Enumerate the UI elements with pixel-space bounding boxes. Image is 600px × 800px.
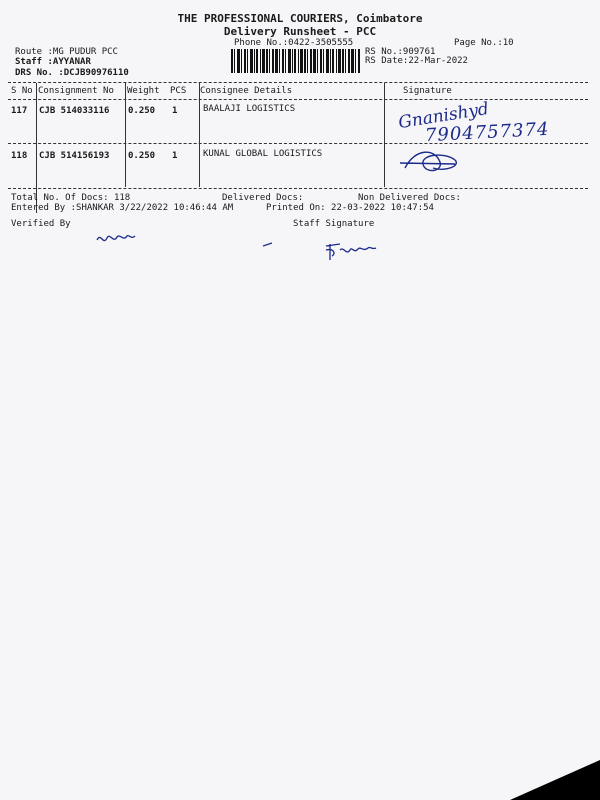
phone-number: Phone No.:0422-3505555 — [234, 38, 354, 48]
header-weight: Weight — [127, 86, 160, 96]
rs-date: RS Date:22-Mar-2022 — [365, 56, 468, 66]
row-consignee: BAALAJI LOGISTICS — [203, 104, 296, 114]
header-consignment: Consignment No — [38, 86, 114, 96]
staff-signature-label: Staff Signature — [293, 219, 375, 229]
header-signature: Signature — [403, 86, 452, 96]
row-weight: 0.250 — [128, 151, 156, 161]
company-title: THE PROFESSIONAL COURIERS, Coimbatore — [177, 12, 423, 25]
row-consignment: CJB 514156193 — [39, 151, 110, 161]
handwritten-phone: 7904757374 — [424, 118, 550, 147]
column-divider — [199, 83, 200, 187]
header-sno: S No — [11, 86, 33, 96]
header-pcs: PCS — [170, 86, 187, 96]
row-weight: 0.250 — [128, 106, 156, 116]
row-pcs: 1 — [172, 106, 178, 116]
staff-signature — [322, 240, 382, 264]
recipient-signature-2 — [395, 148, 465, 178]
header-consignee: Consignee Details — [200, 86, 293, 96]
column-divider — [384, 83, 385, 187]
row-separator-rule — [8, 143, 588, 144]
pen-mark — [262, 240, 274, 248]
route-label: Route :MG PUDUR PCC — [15, 47, 118, 57]
handwritten-name: Gnanishyd — [396, 98, 491, 134]
verified-by-label: Verified By — [11, 219, 71, 229]
row-sno: 117 — [11, 106, 28, 116]
table-bottom-rule — [8, 188, 588, 189]
row-sno: 118 — [11, 151, 28, 161]
table-header-rule — [8, 99, 588, 100]
page-number: Page No.:10 — [454, 38, 514, 48]
column-divider — [125, 83, 126, 187]
verifier-signature — [95, 228, 145, 250]
row-consignment: CJB 514033116 — [39, 106, 110, 116]
drs-number: DRS No. :DCJB90976110 — [15, 68, 129, 78]
total-docs: Total No. Of Docs: 118 — [11, 193, 131, 203]
row-pcs: 1 — [172, 151, 178, 161]
staff-label: Staff :AYYANAR — [15, 57, 91, 67]
rs-number: RS No.:909761 — [365, 47, 436, 57]
non-delivered-docs: Non Delivered Docs: — [358, 193, 461, 203]
row-consignee: KUNAL GLOBAL LOGISTICS — [203, 149, 323, 159]
entered-by: Entered By :SHANKAR 3/22/2022 10:46:44 AM — [11, 203, 234, 213]
printed-on: Printed On: 22-03-2022 10:47:54 — [266, 203, 434, 213]
barcode-image — [231, 49, 361, 73]
scan-shadow-corner — [510, 760, 600, 800]
delivered-docs: Delivered Docs: — [222, 193, 304, 203]
table-top-rule — [8, 82, 588, 83]
document-title: Delivery Runsheet - PCC — [223, 25, 377, 38]
